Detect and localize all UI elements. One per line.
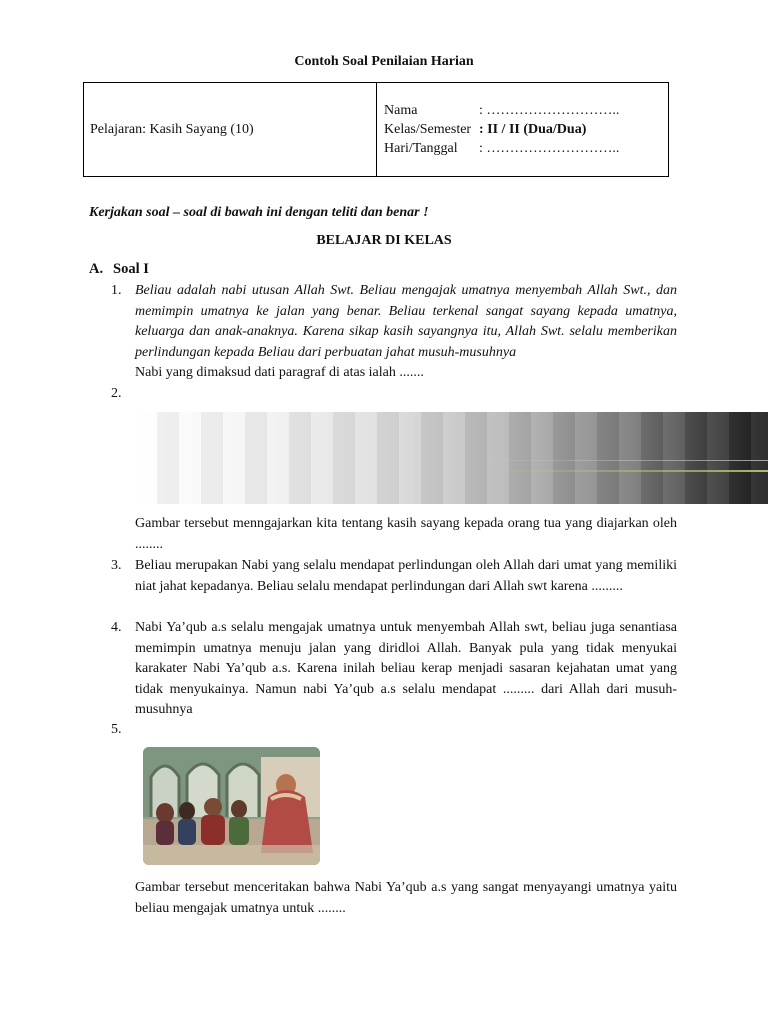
class-semester-value: : II / II (Dua/Dua) — [479, 122, 587, 137]
page-title: Contoh Soal Penilaian Harian — [294, 54, 474, 69]
question-number: 2. — [111, 386, 122, 401]
question-2 — [111, 514, 677, 555]
section-heading: BELAJAR DI KELAS — [316, 233, 452, 248]
prophet-yaqub-teaching-illustration — [143, 747, 320, 865]
day-date-label: Hari/Tanggal — [384, 141, 458, 156]
question-3 — [111, 556, 677, 597]
question-5 — [111, 878, 677, 919]
question-number: 5. — [111, 722, 122, 737]
question-number: 1. — [111, 283, 122, 298]
name-label: Nama — [384, 103, 418, 118]
instruction-text: Kerjakan soal – soal di bawah ini dengan teliti dan benar ! — [89, 205, 429, 220]
name-value: : ……………………….. — [479, 103, 620, 118]
lesson-label: Pelajaran: Kasih Sayang (10) — [90, 121, 254, 137]
question-4-prompt: Nabi Ya’qub a.s selalu mengajak umatnya untuk menyembah Allah swt, beliau juga senantiasa memimpin umatnya menuju jalan yang diridloi Allah. Banyak pula yang tidak menyukai karakater Nabi Ya’qub a.s. Karena inilah beliau kerap menjadi sasaran kejahatan umat yang tidak menyukainya. Namun nabi Ya’qub a.s selalu mendapat ......... dari Allah dari musuh-musuhnya — [135, 620, 677, 718]
sub-heading-text: Soal I — [113, 261, 149, 277]
question-number: 4. — [111, 620, 122, 635]
question-1 — [111, 281, 677, 384]
name-row — [384, 101, 668, 120]
day-date-row — [384, 139, 668, 158]
question-number: 3. — [111, 558, 122, 573]
question-5-illustration — [143, 747, 320, 865]
question-1-prompt: Nabi yang dimaksud dati paragraf di atas ialah ....... — [135, 365, 424, 381]
question-2-image — [135, 412, 768, 504]
student-details-cell — [377, 83, 668, 176]
question-4 — [111, 618, 677, 721]
class-semester-label: Kelas/Semester — [384, 122, 472, 137]
sub-heading — [89, 261, 149, 278]
question-3-prompt: Beliau merupakan Nabi yang selalu mendapat perlindungan oleh Allah dari umat yang memiliki niat jahat kepadanya. Beliau selalu mendapat perlindungan dari Allah swt karena ......... — [135, 558, 677, 594]
question-1-passage: Beliau adalah nabi utusan Allah Swt. Beliau mengajak umatnya menyembah Allah Swt., dan memimpin umatnya ke jalan yang benar. Beliau terkenal sangat sayang kepada umatnya, keluarga dan anak-anaknya. Karena sikap kasih sayangnya itu, Allah Swt. selalu memberikan perlindungan kepada Beliau dari perbuatan jahat musuh-musuhnya — [135, 283, 677, 360]
day-date-value: : ……………………….. — [479, 141, 620, 156]
sub-heading-letter: A. — [89, 261, 104, 277]
class-semester-row — [384, 120, 668, 139]
student-info-table — [83, 82, 669, 177]
question-5-prompt: Gambar tersebut menceritakan bahwa Nabi Ya’qub a.s yang sangat menyayangi umatnya yaitu beliau mengajak umatnya untuk ........ — [135, 880, 677, 916]
lesson-cell — [84, 83, 377, 176]
question-2-prompt: Gambar tersebut menngajarkan kita tentang kasih sayang kepada orang tua yang diajarkan oleh ........ — [135, 516, 677, 552]
